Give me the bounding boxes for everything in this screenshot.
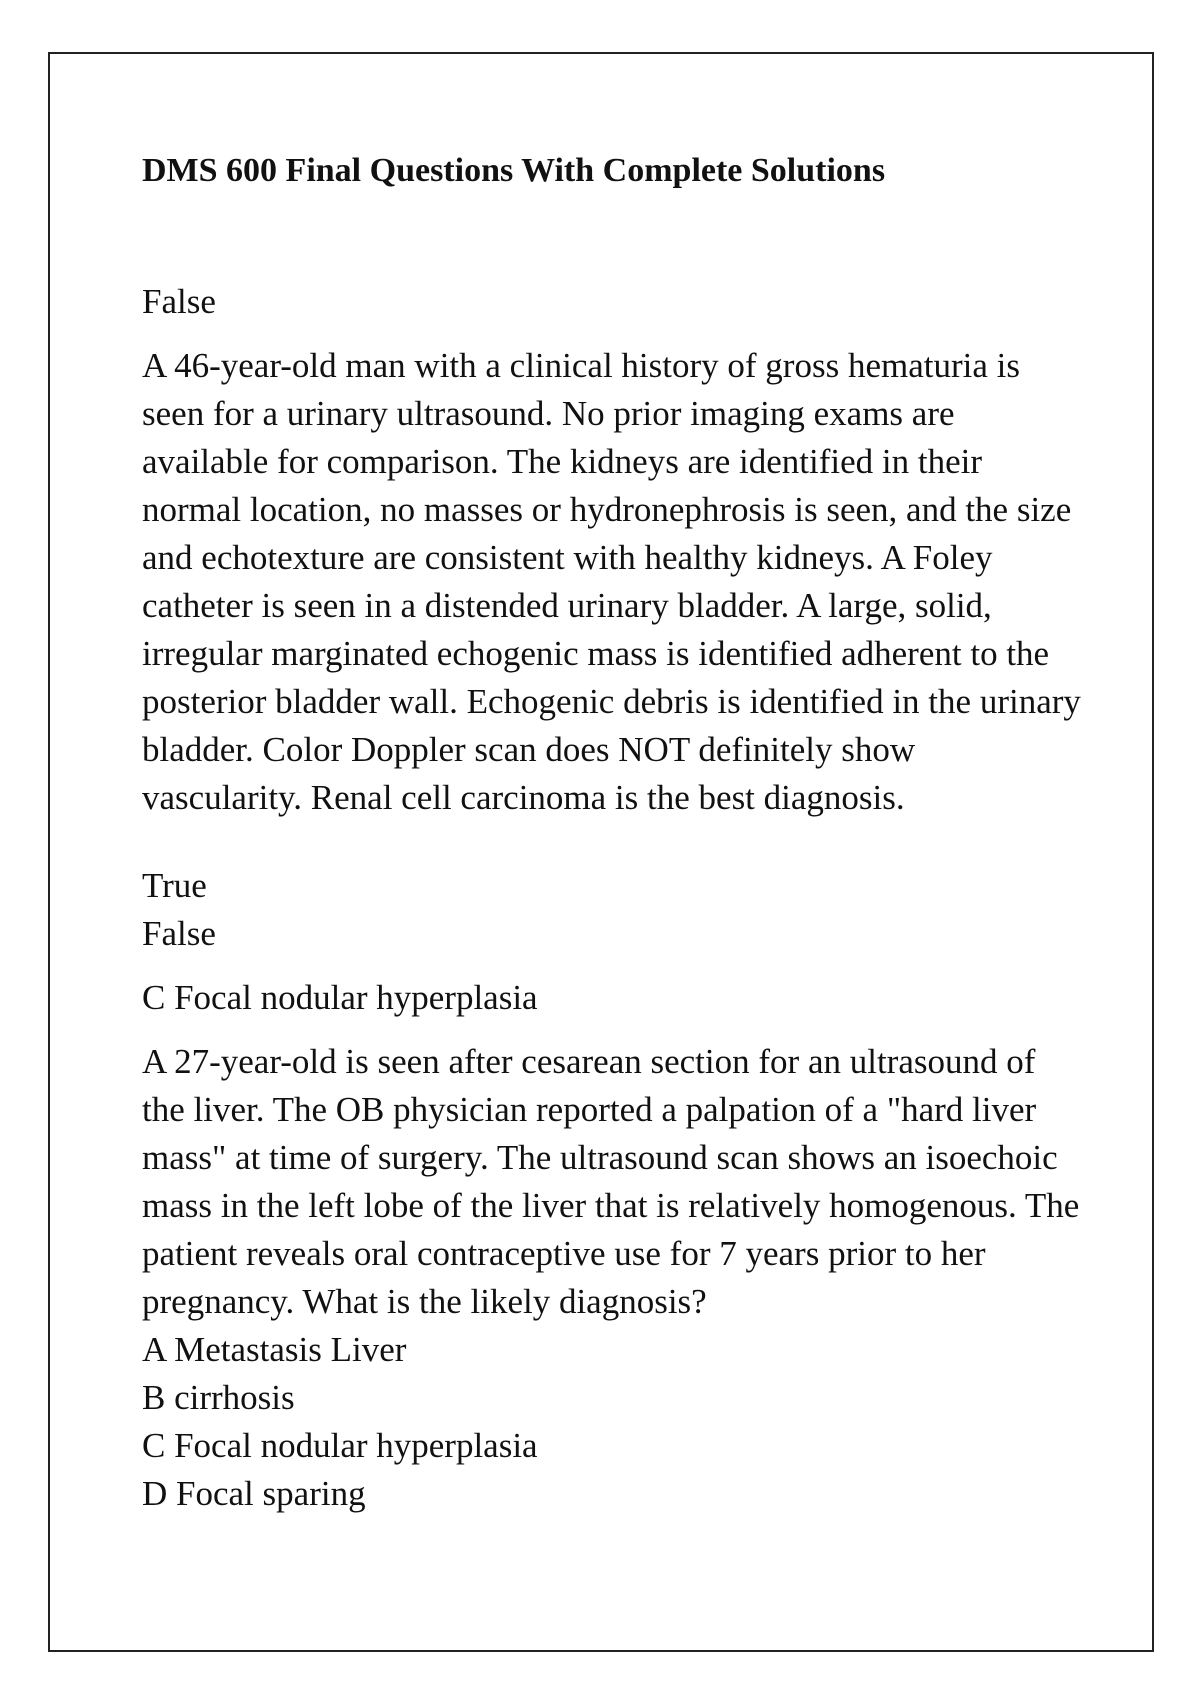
q2-answer: C Focal nodular hyperplasia [142,978,538,1017]
q1-option-true: True [142,866,207,905]
q2-option-b: B cirrhosis [142,1378,295,1417]
q1-answer: False [142,282,216,321]
q2-option-a: A Metastasis Liver [142,1330,407,1369]
document-title: DMS 600 Final Questions With Complete Solutions [142,152,886,189]
q2-option-c: C Focal nodular hyperplasia [142,1426,538,1465]
document-content [142,150,1082,1518]
q1-option-false: False [142,914,216,953]
q2-options [142,1326,1082,1518]
q2-question-text: A 27-year-old is seen after cesarean section for an ultrasound of the liver. The OB physician reported a palpation of a "hard liver mass" at time of surgery. The ultrasound scan shows an isoechoic mass in the left lobe of the liver that is relatively homogenous. The patient reveals oral contraceptive use for 7 years prior to her pregnancy. What is the likely diagnosis? [142,1042,1080,1321]
q1-question-text: A 46-year-old man with a clinical history of gross hematuria is seen for a urinary ultrasound. No prior imaging exams are available for comparison. The kidneys are identified in their normal location, no masses or hydronephrosis is seen, and the size and echotexture are consistent with healthy kidneys. A Foley catheter is seen in a distended urinary bladder. A large, solid, irregular marginated echogenic mass is identified adherent to the posterior bladder wall. Echogenic debris is identified in the urinary bladder. Color Doppler scan does NOT definitely show vascularity. Renal cell carcinoma is the best diagnosis. [142,346,1081,817]
q2-option-d: D Focal sparing [142,1474,366,1513]
q1-options [142,862,1082,958]
